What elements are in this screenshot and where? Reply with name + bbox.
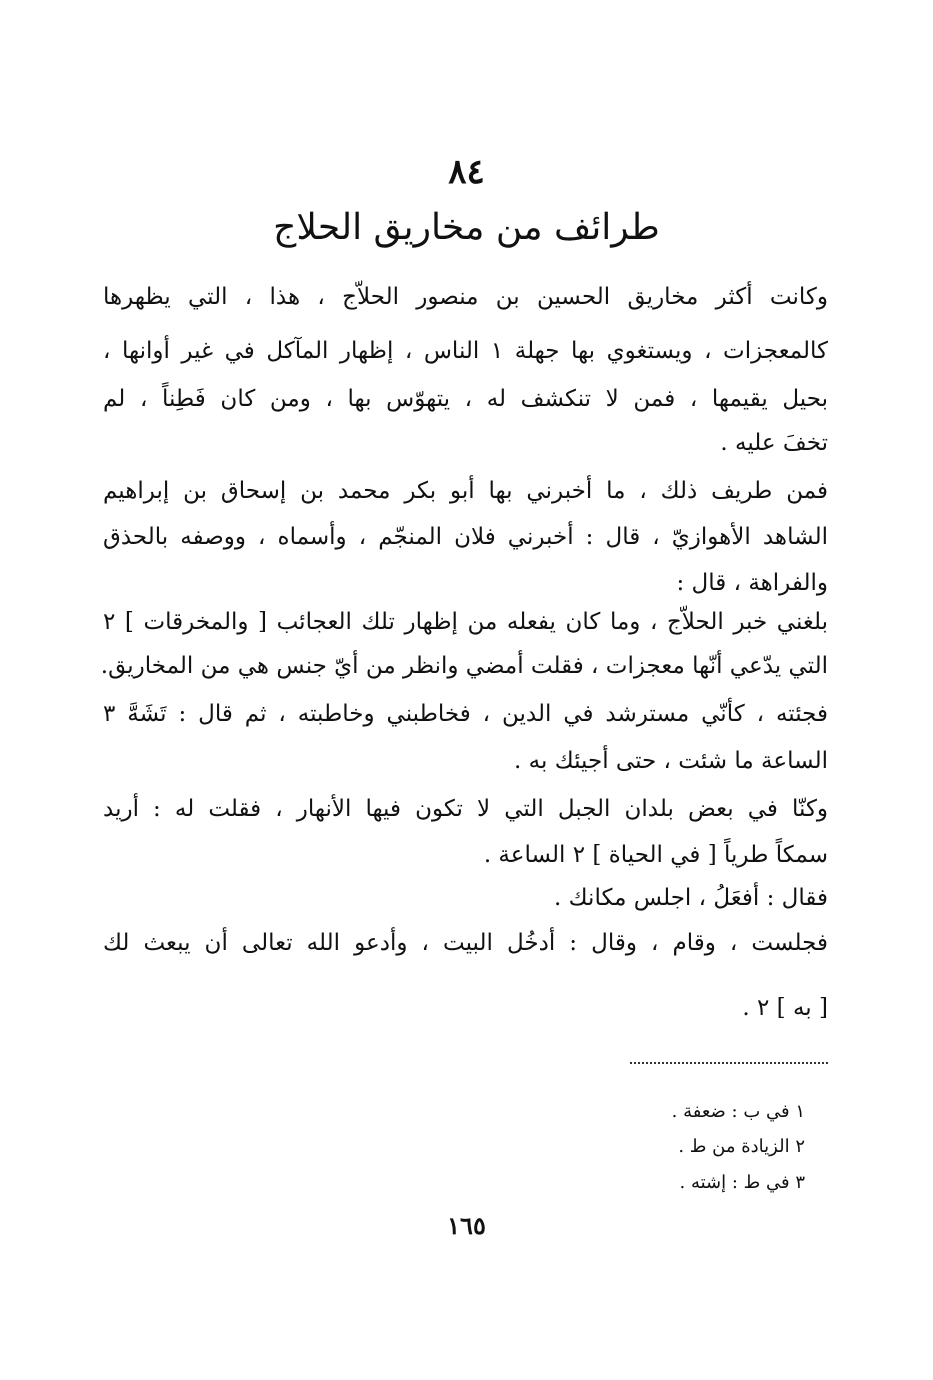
body-line: فمن طريف ذلك ، ما أخبرني بها أبو بكر محمد بن إسحاق بن إبراهيم [103, 478, 828, 504]
body-line: بلغني خبر الحلاّج ، وما كان يفعله من إظهار تلك العجائب [ والمخرقات ] ٢ [103, 609, 828, 635]
section-title: طرائف من مخاريق الحلاج [273, 207, 660, 248]
body-line: فجلست ، وقام ، وقال : أدخُل البيت ، وأدعو الله تعالى أن يبعث لك [103, 930, 828, 956]
footnote-separator [630, 1062, 828, 1064]
body-line: تخفَ عليه . [720, 430, 828, 456]
page-number: ١٦٥ [447, 1211, 486, 1240]
body-line: [ به ] ٢ . [742, 995, 828, 1021]
body-line: سمكاً طرياً [ في الحياة ] ٢ الساعة . [483, 842, 828, 868]
footnote: ٢ الزيادة من ط . [678, 1136, 805, 1157]
body-line: والفراهة ، قال : [676, 570, 828, 596]
body-line: وكانت أكثر مخاريق الحسين بن منصور الحلاّج ، هذا ، التي يظهرها [103, 284, 828, 310]
footnote: ١ في ب : ضعفة . [671, 1101, 805, 1122]
body-line: التي يدّعي أنّها معجزات ، فقلت أمضي وانظر من أيّ جنس هي من المخاريق. [100, 653, 828, 679]
body-line: الشاهد الأهوازيّ ، قال : أخبرني فلان المنجّم ، وأسماه ، ووصفه بالحذق [103, 524, 828, 550]
body-line: الساعة ما شئت ، حتى أجيئك به . [514, 748, 828, 774]
body-line: فجئته ، كأنّي مسترشد في الدين ، فخاطبني وخاطبته ، ثم قال : تَشَهَّ ٣ [103, 701, 828, 727]
body-line: فقال : أفعَلُ ، اجلس مكانك . [554, 885, 828, 911]
section-number: ٨٤ [448, 152, 485, 192]
body-line: كالمعجزات ، ويستغوي بها جهلة ١ الناس ، إظهار المآكل في غير أوانها ، [103, 338, 828, 364]
body-line: وكنّا في بعض بلدان الجبل التي لا تكون فيها الأنهار ، فقلت له : أريد [103, 796, 828, 822]
body-line: بحيل يقيمها ، فمن لا تنكشف له ، يتهوّس بها ، ومن كان فَطِناً ، لم [103, 386, 828, 412]
footnote: ٣ في ط : إشته . [679, 1172, 805, 1193]
